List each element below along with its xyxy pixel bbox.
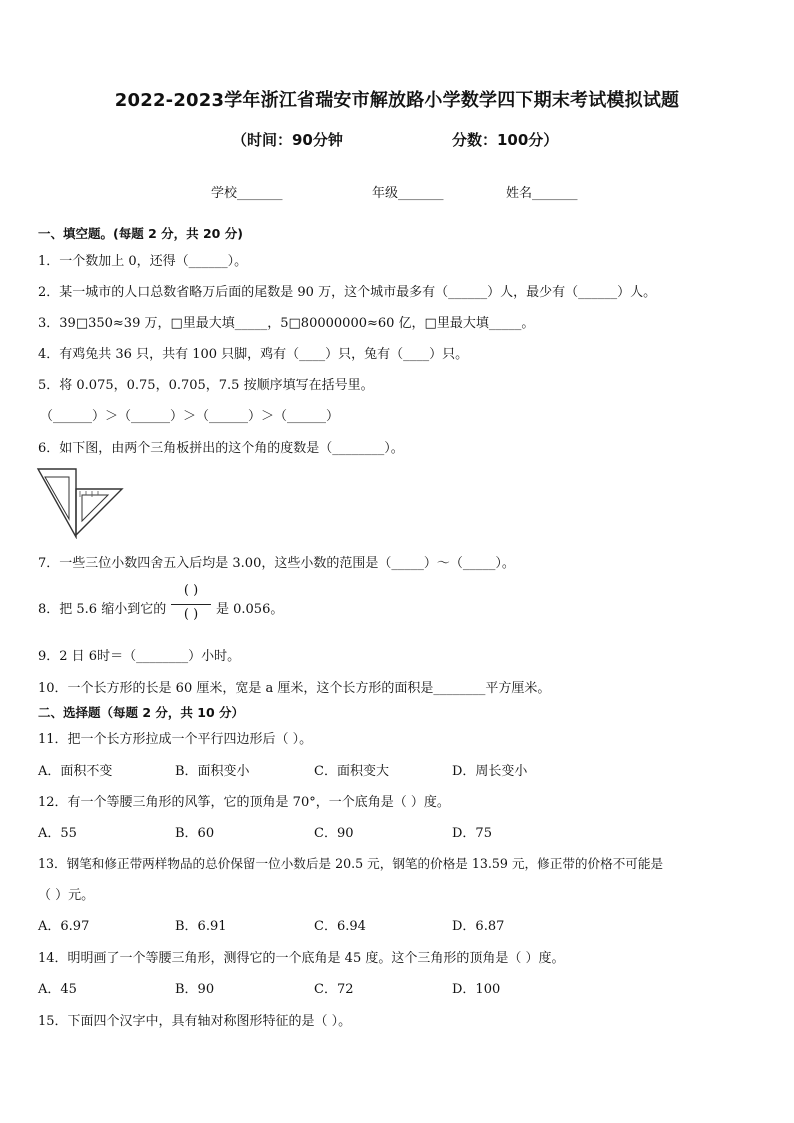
question-15: 15．下面四个汉字中，具有轴对称图形特征的是（ ）。: [38, 1014, 352, 1029]
fraction-bar: [171, 604, 211, 605]
school-field: 学校_______: [211, 186, 283, 201]
question-5: 5．将 0.075，0.75，0.705，7.5 按顺序填写在括号里。: [38, 378, 374, 393]
question-5-blanks: （______）＞（______）＞（______）＞（______）: [40, 409, 340, 424]
question-13-option-c: C．6.94: [314, 919, 366, 934]
question-8-prefix: 8．把 5.6 缩小到它的: [38, 602, 167, 617]
question-11-option-b: B．面积变小: [175, 764, 250, 779]
score-info: 分数：100分）: [452, 131, 559, 149]
question-14: 14．明明画了一个等腰三角形，测得它的一个底角是 45 度。这个三角形的顶角是（ ）度。: [38, 951, 565, 966]
question-14-option-d: D．100: [452, 982, 501, 997]
page-title: 2022-2023学年浙江省瑞安市解放路小学数学四下期末考试模拟试题: [114, 90, 680, 111]
question-11-option-d: D．周长变小: [452, 764, 528, 779]
question-1: 1．一个数加上 0，还得（______）。: [38, 254, 248, 269]
triangle-45-inner: [82, 495, 108, 521]
triangle-30-60: [38, 469, 76, 537]
question-13-option-b: B．6.91: [175, 919, 227, 934]
question-11-option-c: C．面积变大: [314, 764, 389, 779]
question-2: 2．某一城市的人口总数省略万后面的尾数是 90 万，这个城市最多有（______）人，最少有（______）人。: [38, 285, 657, 300]
fraction-numerator: ( ): [183, 583, 199, 598]
question-13-option-a: A．6.97: [38, 919, 90, 934]
question-13-option-d: D．6.87: [452, 919, 505, 934]
question-12-option-c: C．90: [314, 826, 354, 841]
fraction-denominator: ( ): [183, 607, 199, 622]
question-14-option-a: A．45: [38, 982, 77, 997]
question-12-option-d: D．75: [452, 826, 492, 841]
question-8-fraction: [169, 583, 213, 627]
question-14-option-b: B．90: [175, 982, 215, 997]
question-10: 10．一个长方形的长是 60 厘米，宽是 a 厘米，这个长方形的面积是________平方厘米。: [38, 681, 551, 696]
question-12-option-a: A．55: [38, 826, 77, 841]
question-6: 6．如下图，由两个三角板拼出的这个角的度数是（________）。: [38, 441, 404, 456]
question-13: 13．钢笔和修正带两样物品的总价保留一位小数后是 20.5 元，钢笔的价格是 13.59 元，修正带的价格不可能是: [38, 856, 664, 871]
question-12-option-b: B．60: [175, 826, 215, 841]
section-heading-fill: 一、填空题。(每题 2 分，共 20 分): [38, 226, 243, 241]
question-3: 3．39□350≈39 万，□里最大填_____，5□80000000≈60 亿，□里最大填_____。: [38, 316, 535, 331]
question-4: 4．有鸡兔共 36 只，共有 100 只脚，鸡有（____）只，兔有（____）只。: [38, 347, 469, 362]
set-square-figure: [36, 467, 128, 539]
question-8-suffix: 是 0.056。: [216, 602, 284, 617]
section-heading-choice: 二、选择题（每题 2 分，共 10 分）: [38, 705, 245, 720]
question-11: 11．把一个长方形拉成一个平行四边形后（ ）。: [38, 732, 313, 747]
question-11-option-a: A．面积不变: [38, 764, 113, 779]
question-7: 7．一些三位小数四舍五入后均是 3.00，这些小数的范围是（_____）～（_____）。: [38, 556, 515, 571]
triangle-30-60-inner: [45, 477, 69, 519]
name-field: 姓名_______: [506, 186, 578, 201]
grade-field: 年级_______: [372, 186, 444, 201]
question-9: 9．2 日 6时＝（________）小时。: [38, 649, 241, 664]
time-info: （时间：90分钟: [232, 131, 343, 149]
question-13-continued: （ ）元。: [38, 888, 95, 903]
triangle-45: [76, 489, 122, 535]
question-14-option-c: C．72: [314, 982, 354, 997]
question-12: 12．有一个等腰三角形的风筝，它的顶角是 70°，一个底角是（ ）度。: [38, 795, 450, 810]
